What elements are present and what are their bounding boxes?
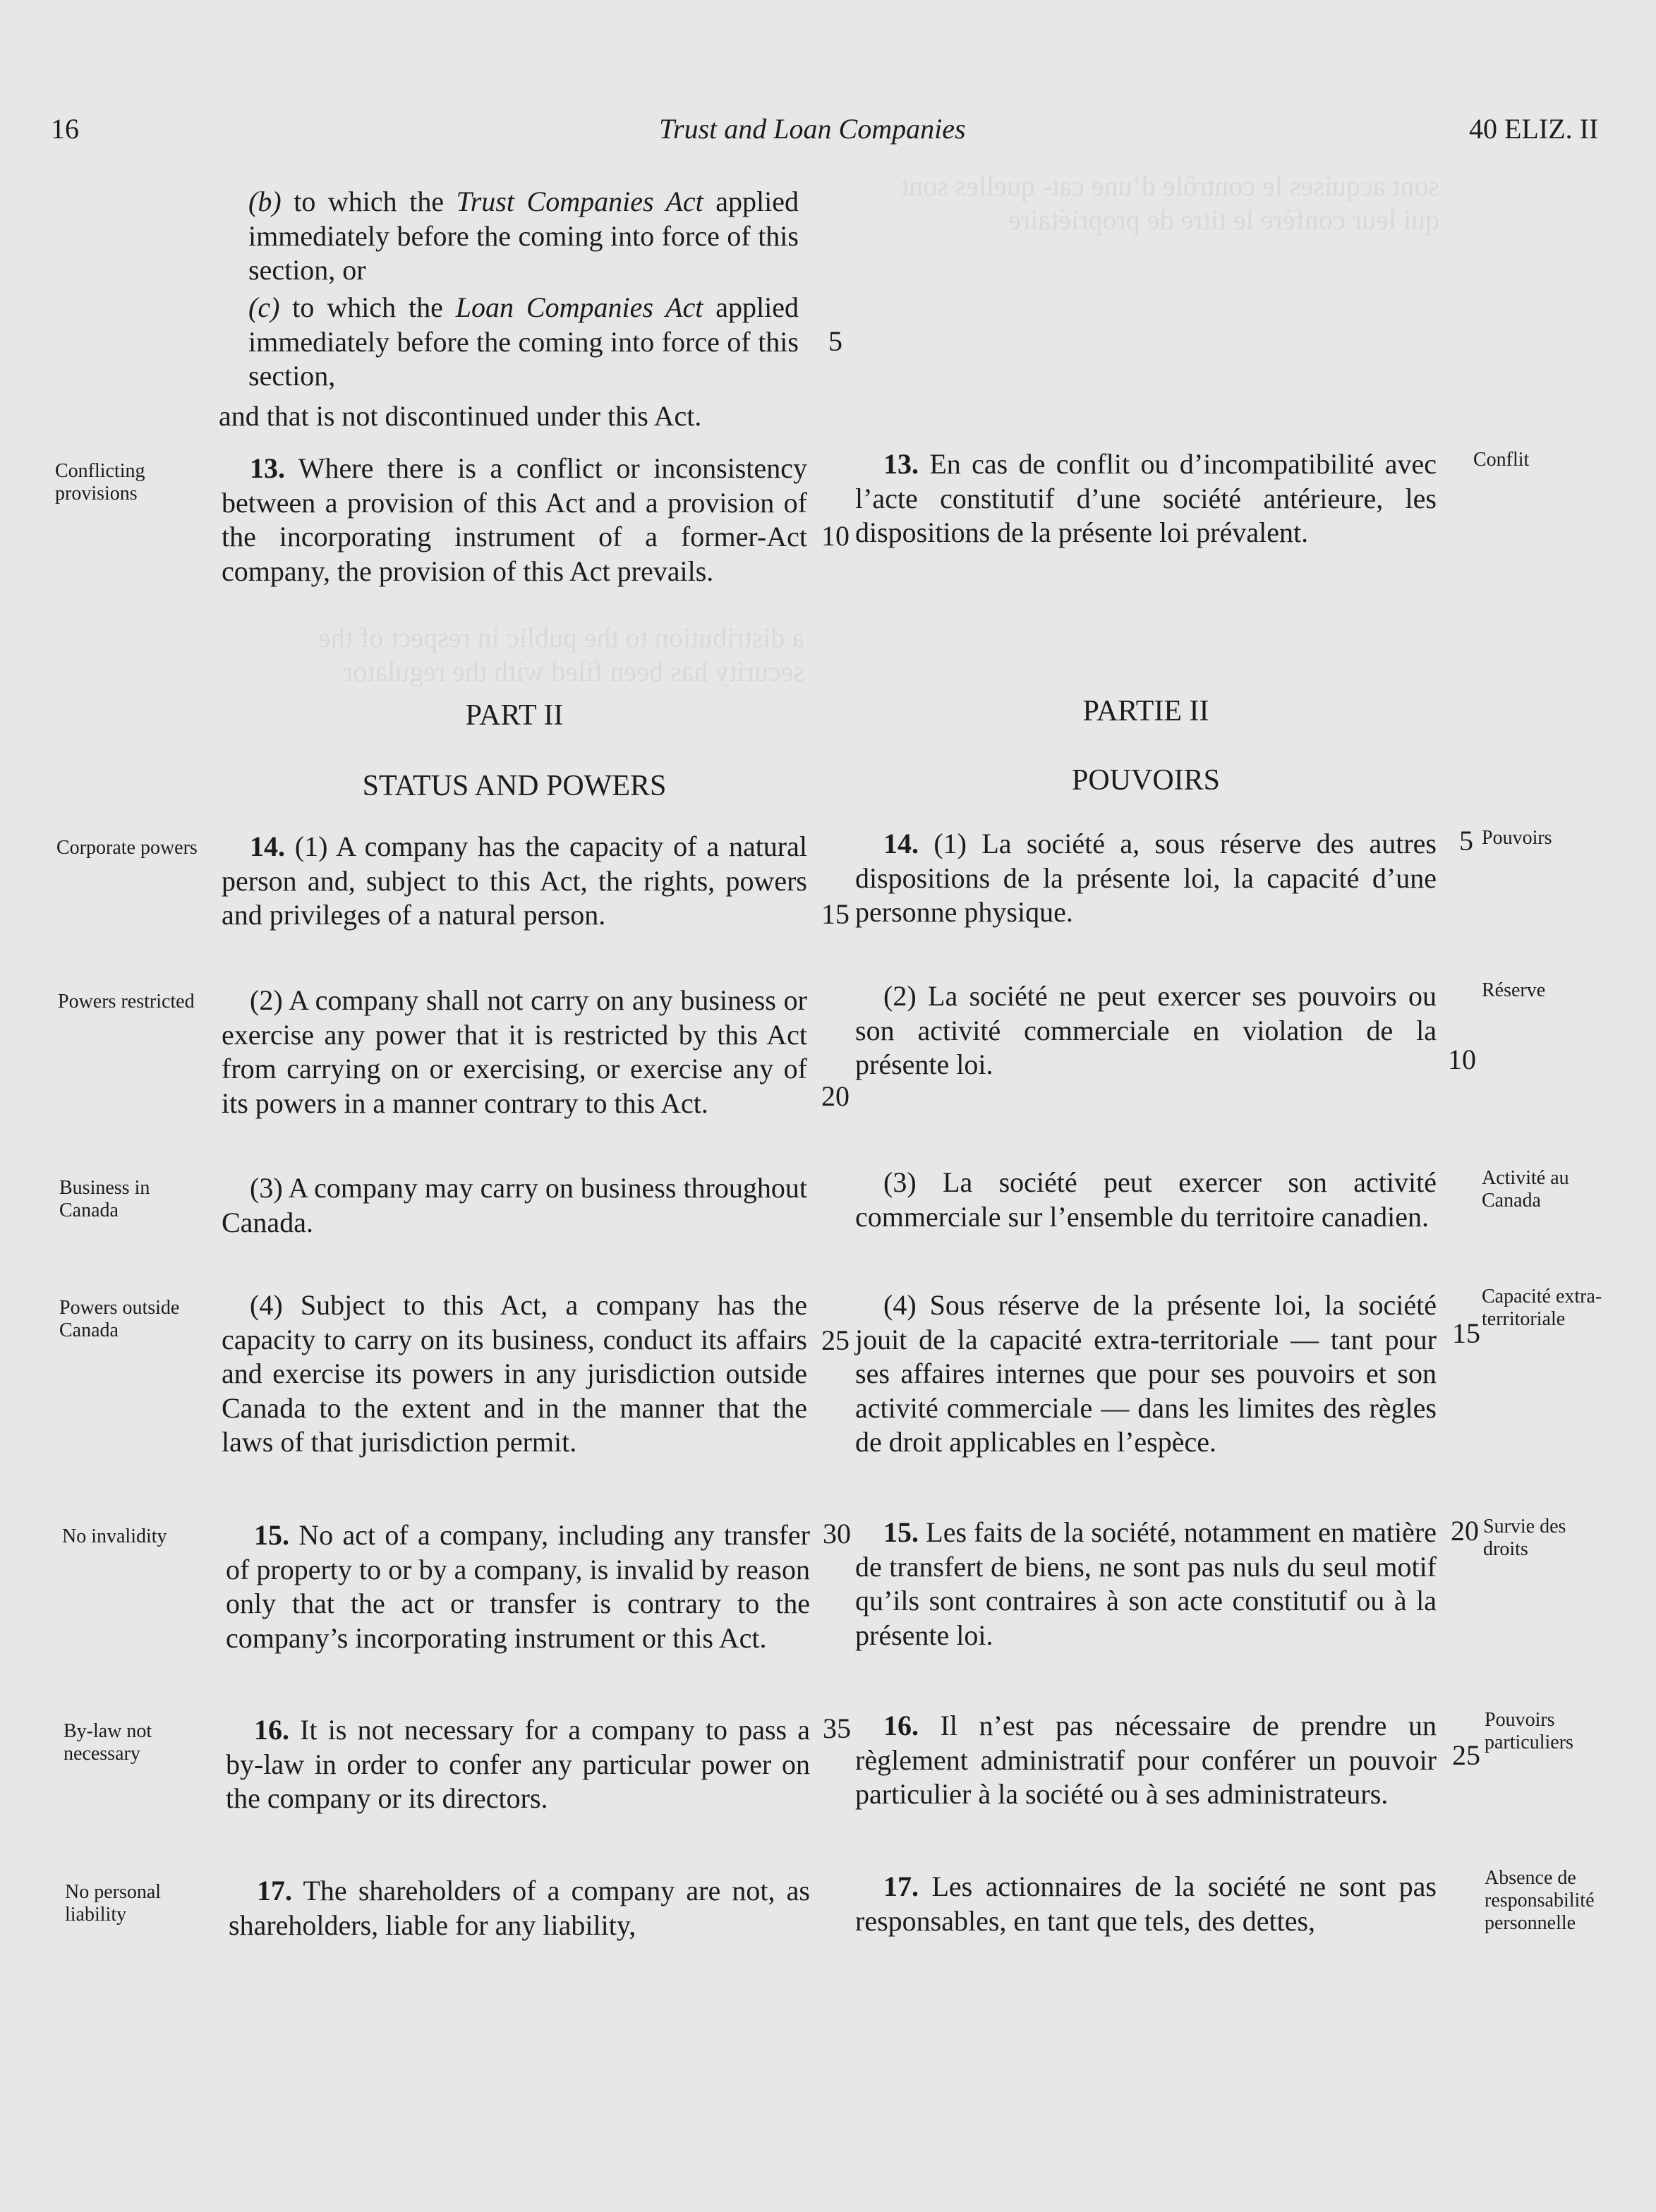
section-17-fr: 17. Les actionnaires de la société ne sont pas responsables, en tant que tels, des dettes, (855, 1870, 1437, 1937)
line-number-en: 30 (823, 1518, 851, 1549)
marginal-note-fr-17: Absence de responsabilité personnelle (1485, 1867, 1595, 1934)
regnal-year: 40 ELIZ. II (1469, 113, 1599, 145)
section-14-1-fr: 14. (1) La société a, sous réserve des autres dispositions de la présente loi, la capacité d’une personne physique. (855, 828, 1437, 929)
line-number-en: 25 (821, 1324, 850, 1356)
marginal-note-en-14-1: Corporate powers (56, 837, 198, 859)
intro-closing: and that is not discontinued under this Act. (219, 400, 702, 432)
section-13-fr: 13. En cas de conflit ou d’incompatibilité avec l’acte constitutif d’une société antérieure, les dispositions de la présente loi prévalent. (855, 448, 1437, 549)
section-14-3-en: (3) A company may carry on business throughout Canada. (222, 1172, 807, 1238)
marginal-note-fr-15: Survie des droits (1483, 1516, 1566, 1560)
marginal-note-en-17: No personal liability (65, 1881, 162, 1926)
section-14-1-en: 14. (1) A company has the capacity of a natural person and, subject to this Act, the rights, powers and privileges of a natural person. (222, 830, 807, 931)
part-heading-fr: PARTIE II (1082, 695, 1209, 727)
marginal-note-fr-14-3: Activité au Canada (1482, 1167, 1569, 1211)
line-number-en: 5 (828, 325, 842, 357)
section-17-en: 17. The shareholders of a company are not, as shareholders, liable for any liability, (229, 1875, 810, 1941)
marginal-note-en-15: No invalidity (62, 1525, 167, 1547)
marginal-note-fr-14-2: Réserve (1482, 979, 1546, 1001)
part-title-en: STATUS AND POWERS (362, 770, 667, 802)
line-number-en: 10 (821, 520, 850, 552)
marginal-note-fr-14-1: Pouvoirs (1482, 827, 1552, 849)
bleed-through-text-2: a distribution to the public in respect of the security has been filed with the regulator (318, 622, 804, 687)
part-title-fr: POUVOIRS (1071, 764, 1221, 797)
paragraph-b: (b) to which the Trust Companies Act applied immediately before the coming into force of this section, or (248, 186, 799, 286)
section-15-en: 15. No act of a company, including any transfer of property to or by a company, is invalid by reason only that the act or transfer is contrary to the company’s incorporating instrument or this Act. (226, 1519, 810, 1654)
paragraph-c: (c) to which the Loan Companies Act applied immediately before the coming into force of this section, (248, 291, 799, 392)
marginal-note-fr-14-4: Capacité extra-territoriale (1482, 1286, 1602, 1330)
line-number-en: 15 (821, 898, 850, 930)
page-number: 16 (51, 113, 79, 145)
section-14-3-fr: (3) La société peut exercer son activité commerciale sur l’ensemble du territoire canadien. (855, 1166, 1437, 1233)
marginal-note-en-14-2: Powers restricted (58, 991, 195, 1013)
section-14-2-fr: (2) La société ne peut exercer ses pouvoirs ou son activité commerciale en violation de la présente loi. (855, 980, 1437, 1081)
running-title: Trust and Loan Companies (659, 113, 966, 145)
section-14-4-en: (4) Subject to this Act, a company has the capacity to carry on its business, conduct its affairs and exercise its powers in any jurisdiction outside Canada to the extent and in the manner that the laws of that jurisdiction permit. (222, 1289, 807, 1458)
line-number-fr: 20 (1451, 1515, 1479, 1547)
paragraph-c-label: (c) (248, 291, 280, 323)
part-heading-en: PART II (465, 699, 564, 732)
line-number-fr: 5 (1459, 825, 1473, 857)
paragraph-b-label: (b) (248, 186, 282, 217)
line-number-fr: 10 (1448, 1044, 1476, 1075)
section-14-2-en: (2) A company shall not carry on any business or exercise any power that it is restricted by this Act from carrying on or exercising, or exercise any of its powers in a manner contrary to this Act. (222, 984, 807, 1119)
loan-companies-act: Loan Companies Act (455, 291, 703, 323)
marginal-note-en-14-3: Business in Canada (59, 1177, 150, 1221)
marginal-note-en-16: By-law not necessary (64, 1720, 152, 1765)
marginal-note-fr-16: Pouvoirs particuliers (1485, 1709, 1573, 1753)
section-15-fr: 15. Les faits de la société, notamment en matière de transfert de biens, ne sont pas nuls du seul motif qu’ils sont contraires à son acte constitutif ou à la présente loi. (855, 1516, 1437, 1651)
line-number-en: 20 (821, 1080, 850, 1112)
line-number-en: 35 (823, 1712, 851, 1744)
section-13-en: 13. Where there is a conflict or inconsistency between a provision of this Act and a provision of the incorporating instrument of a former-Act company, the provision of this Act prevails. (222, 452, 807, 587)
bleed-through-text: sont acquises le contrôle d’une cat- quelles sont qui leur confère le titre de propriétaire (900, 170, 1439, 236)
marginal-note-en-13: Conflicting provisions (55, 460, 145, 504)
marginal-note-en-14-4: Powers outside Canada (59, 1297, 180, 1341)
section-16-fr: 16. Il n’est pas nécessaire de prendre un règlement administratif pour conférer un pouvoir particulier à la société ou à ses administrateurs. (855, 1710, 1437, 1811)
line-number-fr: 15 (1452, 1317, 1480, 1349)
line-number-fr: 25 (1452, 1739, 1480, 1771)
section-16-en: 16. It is not necessary for a company to pass a by-law in order to confer any particular power on the company or its directors. (226, 1714, 810, 1815)
section-14-4-fr: (4) Sous réserve de la présente loi, la société jouit de la capacité extra-territoriale — tant pour ses affaires internes que pour ses pouvoirs et son activité commerciale — dans les limites des règles de droit applicables en l’espèce. (855, 1289, 1437, 1458)
trust-companies-act: Trust Companies Act (456, 186, 703, 217)
marginal-note-fr-13: Conflit (1473, 449, 1530, 471)
